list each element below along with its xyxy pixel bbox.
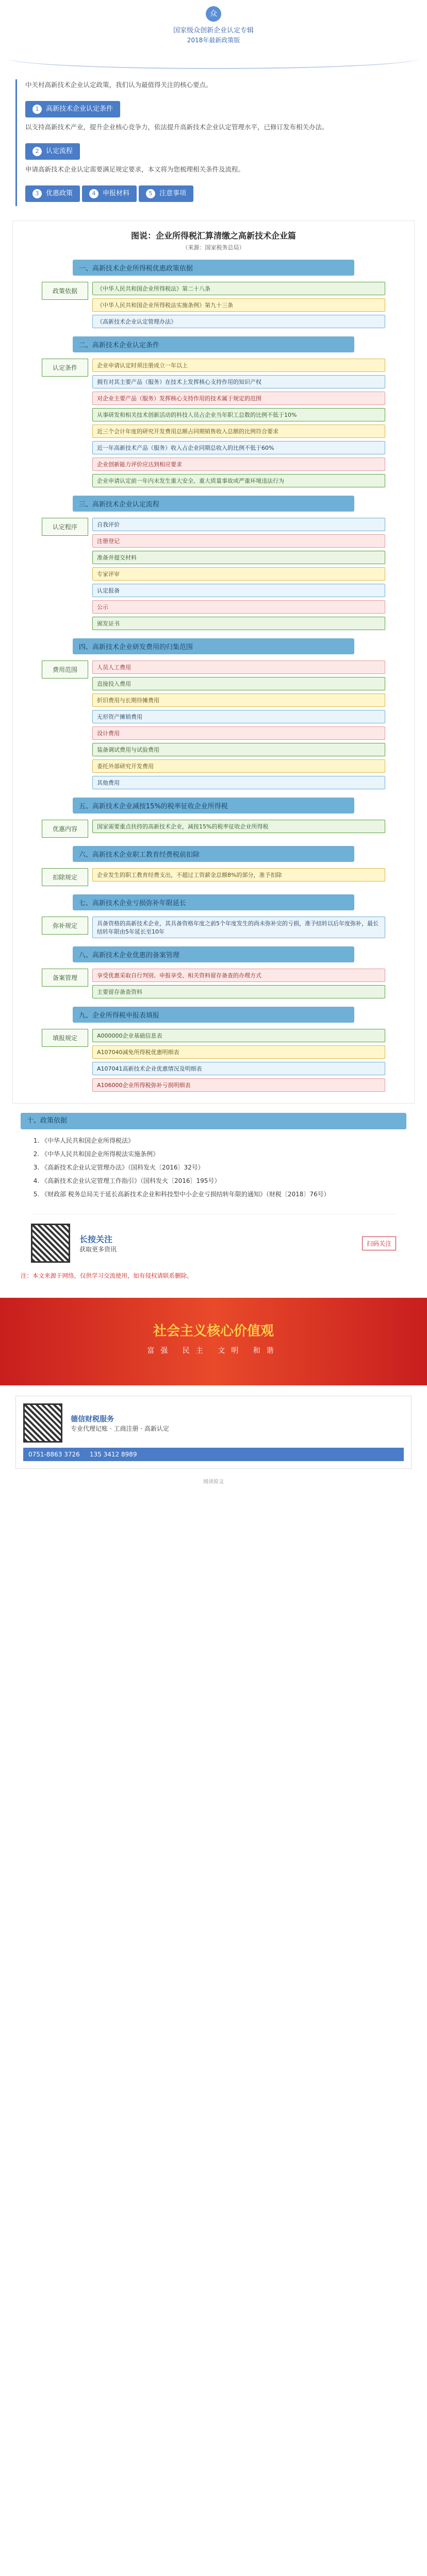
policy-item: 5. 《财政部 税务总局关于延长高新技术企业和科技型中小企业亏损结转年限的通知》（财税〔2018〕76号）: [41, 1189, 406, 1199]
flow-block: [21, 336, 406, 487]
flow-item: 拥有对其主要产品（服务）在技术上发挥核心支持作用的知识产权: [92, 375, 385, 388]
flow-block-heading: 九、企业所得税申报表填报: [73, 1007, 354, 1023]
intro: [15, 79, 412, 206]
flow-item: 设计费用: [92, 726, 385, 740]
flow-item: A000000企业基础信息表: [92, 1029, 385, 1042]
follow-title: 长按关注: [79, 1234, 113, 1244]
policy-item: 2. 《中华人民共和国企业所得税法实施条例》: [41, 1149, 406, 1159]
disclaimer: 注：本文来源于网络，仅供学习交流使用，如有侵权请联系删除。: [21, 1272, 193, 1279]
flow-block: [21, 846, 406, 886]
footer-description: 专业代理记账 · 工商注册 · 高新认定: [71, 1425, 169, 1432]
flow-block-label: 政策依据: [42, 282, 88, 300]
flow-item: 委托外部研究开发费用: [92, 759, 385, 773]
header-subtitle: 2018年最新政策版: [187, 37, 240, 44]
policy-item: 1. 《中华人民共和国企业所得税法》: [41, 1136, 406, 1146]
follow-block: [31, 1214, 396, 1263]
flow-item: 《中华人民共和国企业所得税法实施条例》第九十三条: [92, 298, 385, 312]
flow-item: 从事研发和相关技术创新活动的科技人员占企业当年职工总数的比例不低于10%: [92, 408, 385, 421]
footer-qr-code[interactable]: [23, 1403, 62, 1443]
flow-item: 注册登记: [92, 534, 385, 548]
policy-section: [21, 1113, 406, 1199]
section-heading-1: 1 高新技术企业认定条件: [25, 101, 120, 117]
flow-block-heading: 四、高新技术企业研发费用的归集范围: [73, 638, 354, 654]
policy-item: 4. 《高新技术企业认定管理工作指引》（国科发火〔2016〕195号）: [41, 1176, 406, 1186]
flow-block-label: 填报规定: [42, 1029, 88, 1047]
intro-paragraph-2: 以支持高新技术产业，提升企业核心竞争力，依法提升高新技术企业认定管理水平，已修订发布相关办法。: [25, 123, 329, 131]
flow-item: 无形资产摊销费用: [92, 710, 385, 723]
flow-block: [21, 946, 406, 998]
flow-item: 享受优惠采取自行判别、申报享受、相关资料留存备查的办理方式: [92, 969, 385, 982]
flow-item: 企业申请认定前一年内未发生重大安全、重大质量事故或严重环境违法行为: [92, 474, 385, 487]
flow-block-label: 扣除规定: [42, 868, 88, 886]
flow-item: 准备并提交材料: [92, 551, 385, 564]
follow-subtitle: 获取更多资讯: [79, 1246, 117, 1253]
follow-badge[interactable]: 扫码关注: [362, 1236, 396, 1250]
flow-item: A107040减免所得税优惠明细表: [92, 1045, 385, 1059]
read-original-link[interactable]: 阅读原文: [203, 1479, 224, 1485]
flow-item: 人员人工费用: [92, 660, 385, 674]
flow-item: 公示: [92, 600, 385, 614]
flow-item: 近三个会计年度的研究开发费用总额占同期销售收入总额的比例符合要求: [92, 425, 385, 438]
logo-icon: 众: [206, 6, 221, 22]
footer-phone[interactable]: 0751-8863 3726: [28, 1451, 80, 1458]
flow-item: 企业申请认定时须注册成立一年以上: [92, 359, 385, 372]
flow-item: 具备资格的高新技术企业，其具备资格年度之前5个年度发生的尚未弥补完的亏损，准予结转以后年度弥补，最长结转年限由5年延长至10年: [92, 917, 385, 938]
flow-item: 企业发生的职工教育经费支出，不超过工资薪金总额8%的部分，准予扣除: [92, 868, 385, 882]
flow-item: 国家需要重点扶持的高新技术企业，减按15%的税率征收企业所得税: [92, 820, 385, 833]
flow-item: 专家评审: [92, 567, 385, 581]
flow-item: 主要留存备查资料: [92, 985, 385, 998]
policy-item: 3. 《高新技术企业认定管理办法》（国科发火〔2016〕32号）: [41, 1162, 406, 1173]
flow-block: [21, 496, 406, 630]
flow-block: [21, 798, 406, 838]
flow-item: 《高新技术企业认定管理办法》: [92, 315, 385, 328]
flow-block: [21, 638, 406, 789]
flow-block-label: 弥补规定: [42, 917, 88, 935]
banner-title: 社会主义核心价值观: [153, 1324, 274, 1339]
flow-item: 对企业主要产品（服务）发挥核心支持作用的技术属于规定的范围: [92, 392, 385, 405]
flow-item: 其他费用: [92, 776, 385, 789]
flow-item: A106000企业所得税弥补亏损明细表: [92, 1078, 385, 1092]
flow-block: [21, 1007, 406, 1092]
flow-block-heading: 六、高新技术企业职工教育经费税前扣除: [73, 846, 354, 862]
infographic: [12, 221, 415, 1104]
section-heading-3: 3 优惠政策: [25, 185, 80, 202]
policy-heading: 十、政策依据: [21, 1113, 406, 1129]
intro-paragraph-3: 申请高新技术企业认定需要满足规定要求，本文将为您梳理相关条件及流程。: [25, 165, 245, 173]
policy-list: [21, 1136, 406, 1199]
flow-item: 颁发证书: [92, 617, 385, 630]
flow-block-heading: 七、高新技术企业亏损弥补年限延长: [73, 894, 354, 910]
follow-text: [79, 1233, 117, 1253]
flow-block-heading: 二、高新技术企业认定条件: [73, 336, 354, 352]
flow-item: 近一年高新技术产品（服务）收入占企业同期总收入的比例不低于60%: [92, 441, 385, 454]
header-title: 国家级众创新企业认定专辑: [173, 27, 254, 35]
flow-item: 直接投入费用: [92, 677, 385, 690]
flow-block-heading: 三、高新技术企业认定流程: [73, 496, 354, 512]
section-heading-2: 2 认定流程: [25, 143, 80, 160]
promo-banner: [0, 1298, 427, 1385]
flow-item: 《中华人民共和国企业所得税法》第二十八条: [92, 282, 385, 295]
flow-block-label: 认定条件: [42, 359, 88, 377]
flow-block-heading: 五、高新技术企业减按15%的税率征收企业所得税: [73, 798, 354, 814]
flow-item: 企业创新能力评价应达到相应要求: [92, 457, 385, 471]
flow-block-label: 优惠内容: [42, 820, 88, 838]
flow-block-label: 费用范围: [42, 660, 88, 679]
flow-block-heading: 八、高新技术企业优惠的备案管理: [73, 946, 354, 962]
footer-mobile[interactable]: 135 3412 8989: [89, 1451, 137, 1458]
header-divider: [7, 47, 420, 69]
infographic-source: （来源：国家税务总局）: [182, 244, 245, 251]
section-heading-5: 5 注意事项: [139, 185, 193, 202]
footer-company: 德信财税服务: [71, 1415, 114, 1423]
flow-block: [21, 894, 406, 938]
intro-paragraph-1: 中关村高新技术企业认定政策，我们认为最值得关注的核心要点。: [25, 81, 212, 89]
header: [0, 0, 427, 69]
flow-block-label: 认定程序: [42, 518, 88, 536]
infographic-blocks: [21, 260, 406, 1092]
flow-block: [21, 260, 406, 328]
infographic-title: 图说：企业所得税汇算清缴之高新技术企业篇: [130, 231, 296, 241]
footer-phone-bar: [23, 1448, 404, 1461]
flow-item: A107041高新技术企业优惠情况及明细表: [92, 1062, 385, 1075]
qr-code[interactable]: [31, 1224, 70, 1263]
flow-item: 自我评价: [92, 518, 385, 531]
banner-subtitle: 富强 民主 文明 和谐: [147, 1347, 280, 1355]
flow-block-heading: 一、高新技术企业所得税优惠政策依据: [73, 260, 354, 276]
footer-card: [15, 1396, 412, 1469]
flow-item: 认定报备: [92, 584, 385, 597]
flow-block-label: 备案管理: [42, 969, 88, 987]
flow-item: 折旧费用与长期待摊费用: [92, 693, 385, 707]
section-heading-4: 4 申报材料: [82, 185, 137, 202]
flow-item: 装备调试费用与试验费用: [92, 743, 385, 756]
